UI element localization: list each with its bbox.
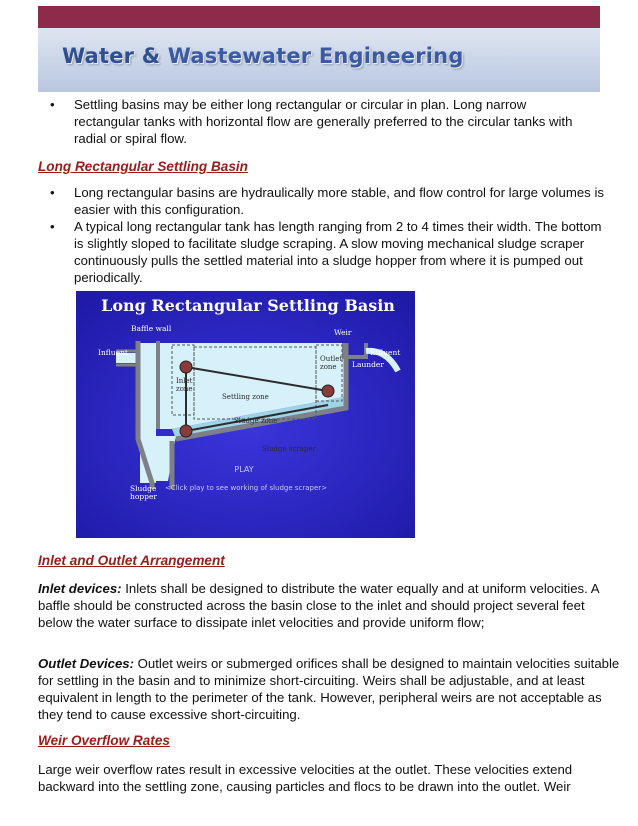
header-title-part2: Wastewater Engineering [167, 44, 464, 68]
label-launder: Launder [352, 360, 384, 369]
list-item [50, 96, 590, 147]
label-inlet-zone-2: zone [176, 385, 193, 393]
list-item [50, 184, 610, 218]
weir-overflow-paragraph: Large weir overflow rates result in excessive velocities at the outlet. These velocities extend backward into the settling zone, causing particles and flocs to be drawn into the outlet. Weir [38, 762, 573, 794]
section-heading-weir-overflow: Weir Overflow Rates [38, 733, 170, 748]
header-banner [38, 0, 600, 92]
bullet-text: Long rectangular basins are hydraulically more stable, and flow control for large volumes is easier with this configuration. [74, 185, 604, 217]
figure-caption: <Click play to see working of sludge scraper> [164, 484, 328, 492]
inlet-devices-paragraph [38, 580, 620, 631]
label-settling-zone: Settling zone [222, 393, 269, 401]
settling-basin-diagram[interactable] [76, 291, 415, 538]
outlet-devices-label: Outlet Devices: [38, 656, 135, 671]
section-heading-inlet-outlet: Inlet and Outlet Arrangement [38, 553, 225, 568]
label-outlet-zone-2: zone [320, 363, 337, 371]
bullet-marker: • [50, 185, 55, 200]
figure-title: Long Rectangular Settling Basin [101, 296, 395, 315]
header-top-bar [38, 6, 600, 28]
label-sludge-hopper-1: Sludge [130, 484, 157, 493]
scraper-sprocket [180, 425, 192, 437]
label-sludge-scraper: Sludge scraper [262, 445, 316, 453]
label-influent: Influent [98, 348, 128, 357]
label-sludge-zone: Sludge zone [234, 417, 278, 425]
scraper-sprocket [180, 361, 192, 373]
section-heading-long-rectangular: Long Rectangular Settling Basin [38, 159, 248, 174]
outlet-devices-paragraph [38, 655, 620, 723]
header-title-part1: Water & [62, 44, 168, 68]
inlet-devices-text: Inlets shall be designed to distribute the water equally and at uniform velocities. A baffle should be constructed across the basin close to the inlet and should project several feet below the water surface to dissipate inlet velocities and provide uniform flow; [38, 581, 599, 630]
bullet-marker: • [50, 219, 55, 234]
label-effluent: Effluent [370, 348, 401, 357]
bullet-text: A typical long rectangular tank has length ranging from 2 to 4 times their width. The bottom is slightly sloped to facilitate sludge scraping. A slow moving mechanical sludge scraper continuously pulls the settled material into a sludge hopper from where it is pumped out periodically. [74, 219, 602, 285]
scraper-sprocket [322, 385, 334, 397]
play-button[interactable]: PLAY [234, 465, 254, 474]
outlet-devices-text: Outlet weirs or submerged orifices shall be designed to maintain velocities suitable for settling in the basin and to minimize short-circuiting. Weirs shall be adjustable, and at least equivalent in length to the perimeter of the tank. However, peripheral weirs are not acceptable as they tend to cause excessive short-circuiting. [38, 656, 620, 722]
bullet-text: Settling basins may be either long rectangular or circular in plan. Long narrow rectangular tanks with horizontal flow are generally preferred to the circular tanks with radial or spiral flow. [74, 97, 573, 146]
list-item [50, 218, 610, 286]
label-weir: Weir [334, 328, 352, 337]
long-basin-bullet-list [50, 184, 610, 286]
label-sludge-hopper-2: hopper [130, 492, 157, 501]
inlet-devices-label: Inlet devices: [38, 581, 122, 596]
label-inlet-zone-1: Inlet [176, 377, 193, 385]
label-baffle-wall: Baffle wall [131, 324, 172, 333]
label-outlet-zone-1: Outlet [320, 355, 343, 363]
header-title [62, 44, 464, 68]
intro-bullet-list [50, 96, 590, 147]
bullet-marker: • [50, 97, 55, 112]
settling-basin-figure[interactable] [76, 291, 415, 538]
